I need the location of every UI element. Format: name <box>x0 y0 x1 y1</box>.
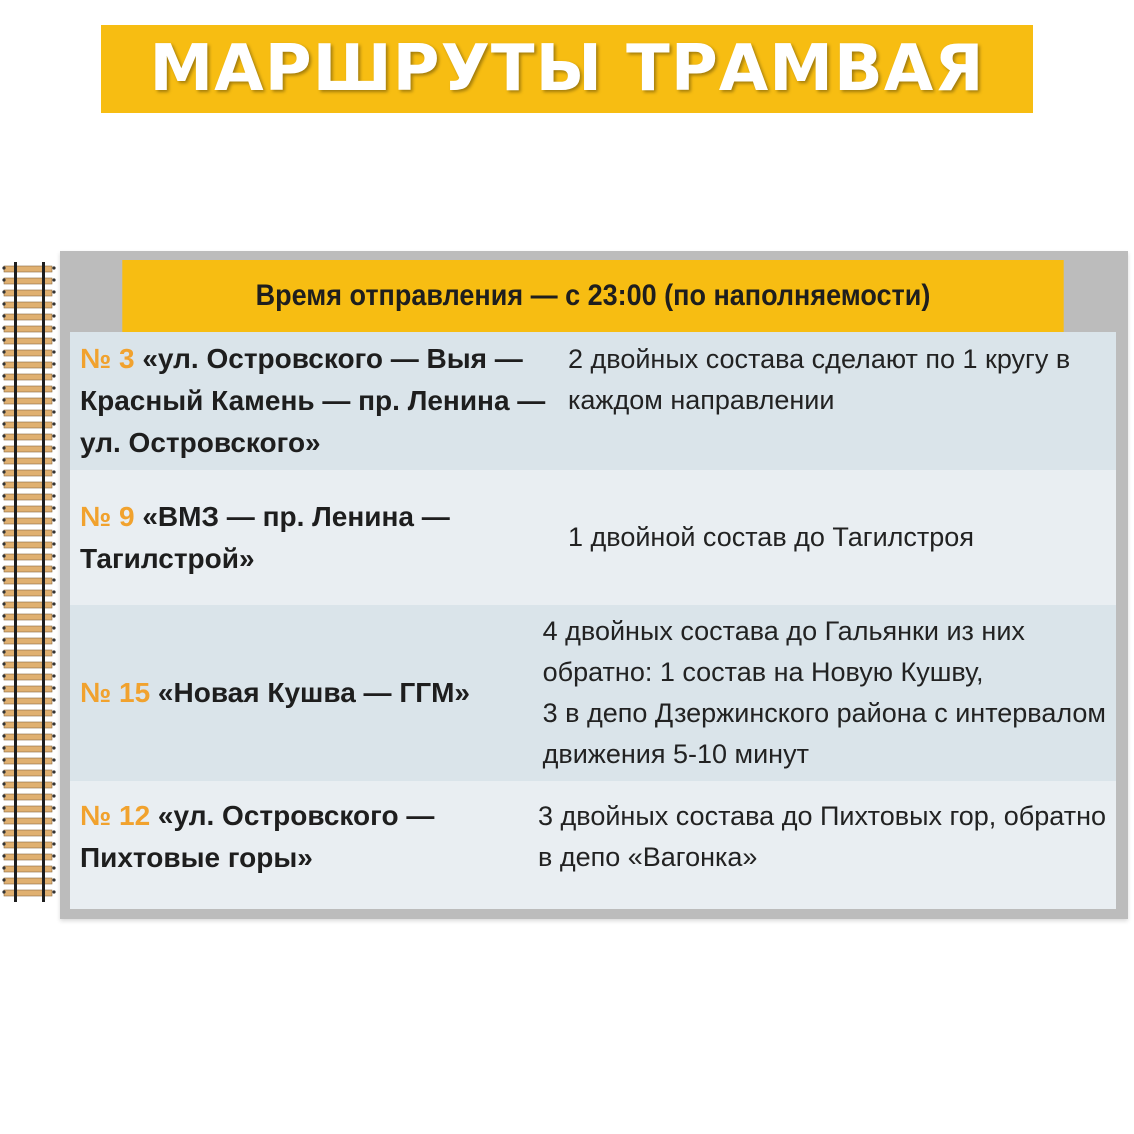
table-row <box>70 605 1116 781</box>
route-number: № 15 <box>80 677 151 708</box>
route-name: № 3 «ул. Островского — Выя — Красный Камень — пр. Ленина — ул. Островского» <box>80 343 546 458</box>
table-row <box>70 332 1116 470</box>
schedule-table <box>70 260 1116 909</box>
route-name: № 12 «ул. Островского — Пихтовые горы» <box>80 800 435 873</box>
schedule-card <box>60 251 1128 919</box>
route-description: 1 двойной состав до Тагилстроя <box>568 522 974 552</box>
title-banner <box>101 25 1033 113</box>
railway-track-icon <box>0 262 58 902</box>
table-header: Время отправления — с 23:00 (по наполняемости) <box>122 260 1063 332</box>
page-title: МАРШРУТЫ ТРАМВАЯ <box>149 32 985 106</box>
route-number: № 9 <box>80 500 135 532</box>
route-number: № 12 <box>80 800 151 831</box>
route-number: № 3 <box>80 343 135 374</box>
route-name: № 15 «Новая Кушва — ГГМ» <box>80 677 470 708</box>
route-description: 4 двойных состава до Гальянки из них обратно: 1 состав на Новую Кушву, 3 в депо Дзержинского района с интервалом движения 5-10 минут <box>542 616 1106 769</box>
route-description: 2 двойных состава сделают по 1 кругу в каждом направлении <box>568 344 1071 415</box>
route-name: № 9 «ВМЗ — пр. Ленина — Тагилстрой» <box>80 500 450 574</box>
table-row <box>70 781 1116 909</box>
table-row <box>70 470 1116 605</box>
route-description: 3 двойных состава до Пихтовых гор, обратно в депо «Вагонка» <box>538 801 1106 872</box>
